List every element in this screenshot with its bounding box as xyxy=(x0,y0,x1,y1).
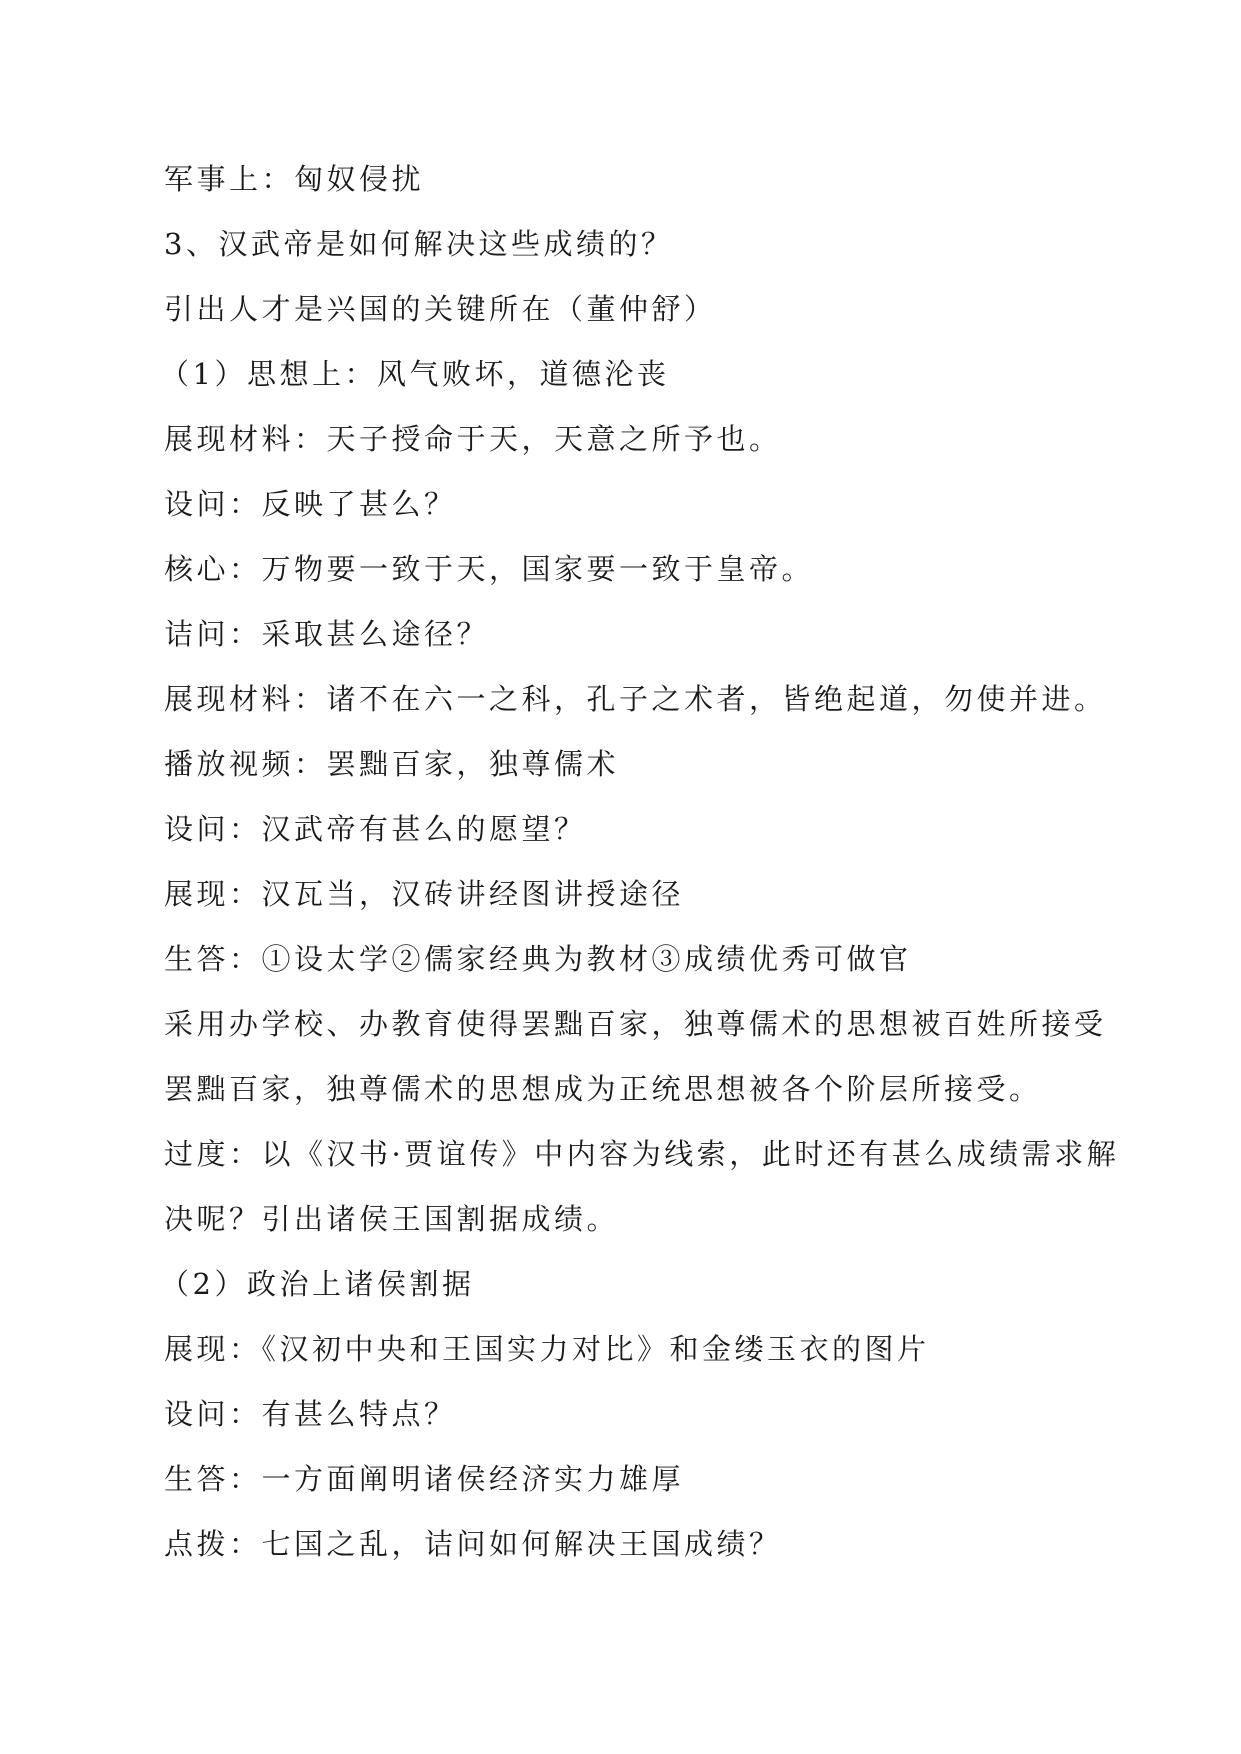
text-line: 设问：有甚么特点？ xyxy=(164,1397,457,1431)
text-line: 核心：万物要一致于天，国家要一致于皇帝。 xyxy=(164,552,815,586)
text-line: 生答：①设太学②儒家经典为教材③成绩优秀可做官 xyxy=(164,942,912,976)
text-line: 点拨：七国之乱，诘问如何解决王国成绩？ xyxy=(164,1527,782,1561)
text-line: 罢黜百家，独尊儒术的思想成为正统思想被各个阶层所接受。 xyxy=(164,1072,1042,1106)
text-line: 展现材料：诸不在六一之科，孔子之术者，皆绝起道，勿使并进。 xyxy=(164,682,1107,716)
text-line: 诘问：采取甚么途径？ xyxy=(164,617,490,651)
text-line: 生答：一方面阐明诸侯经济实力雄厚 xyxy=(164,1462,685,1496)
text-line: 播放视频：罢黜百家，独尊儒术 xyxy=(164,747,620,781)
text-line: （2）政治上诸侯割据 xyxy=(160,1267,475,1301)
text-line: 决呢？引出诸侯王国割据成绩。 xyxy=(164,1202,620,1236)
text-line: （1）思想上：风气败坏，道德沦丧 xyxy=(160,357,670,391)
text-line: 展现：汉瓦当，汉砖讲经图讲授途径 xyxy=(164,877,685,911)
text-line: 展现：《汉初中央和王国实力对比》和金缕玉衣的图片 xyxy=(164,1332,930,1366)
text-line: 过度：以《汉书·贾谊传》中内容为线索，此时还有甚么成绩需求解 xyxy=(164,1137,1120,1171)
text-line: 展现材料：天子授命于天，天意之所予也。 xyxy=(164,422,782,456)
text-line: 设问：反映了甚么？ xyxy=(164,487,457,521)
document-body xyxy=(160,155,1124,1585)
text-line: 设问：汉武帝有甚么的愿望？ xyxy=(164,812,587,846)
text-line: 采用办学校、办教育使得罢黜百家，独尊儒术的思想被百姓所接受 xyxy=(164,1007,1107,1041)
text-line: 引出人才是兴国的关键所在（董仲舒） xyxy=(164,292,717,326)
text-line: 军事上：匈奴侵扰 xyxy=(164,162,425,196)
text-line: 3、汉武帝是如何解决这些成绩的？ xyxy=(164,227,674,261)
